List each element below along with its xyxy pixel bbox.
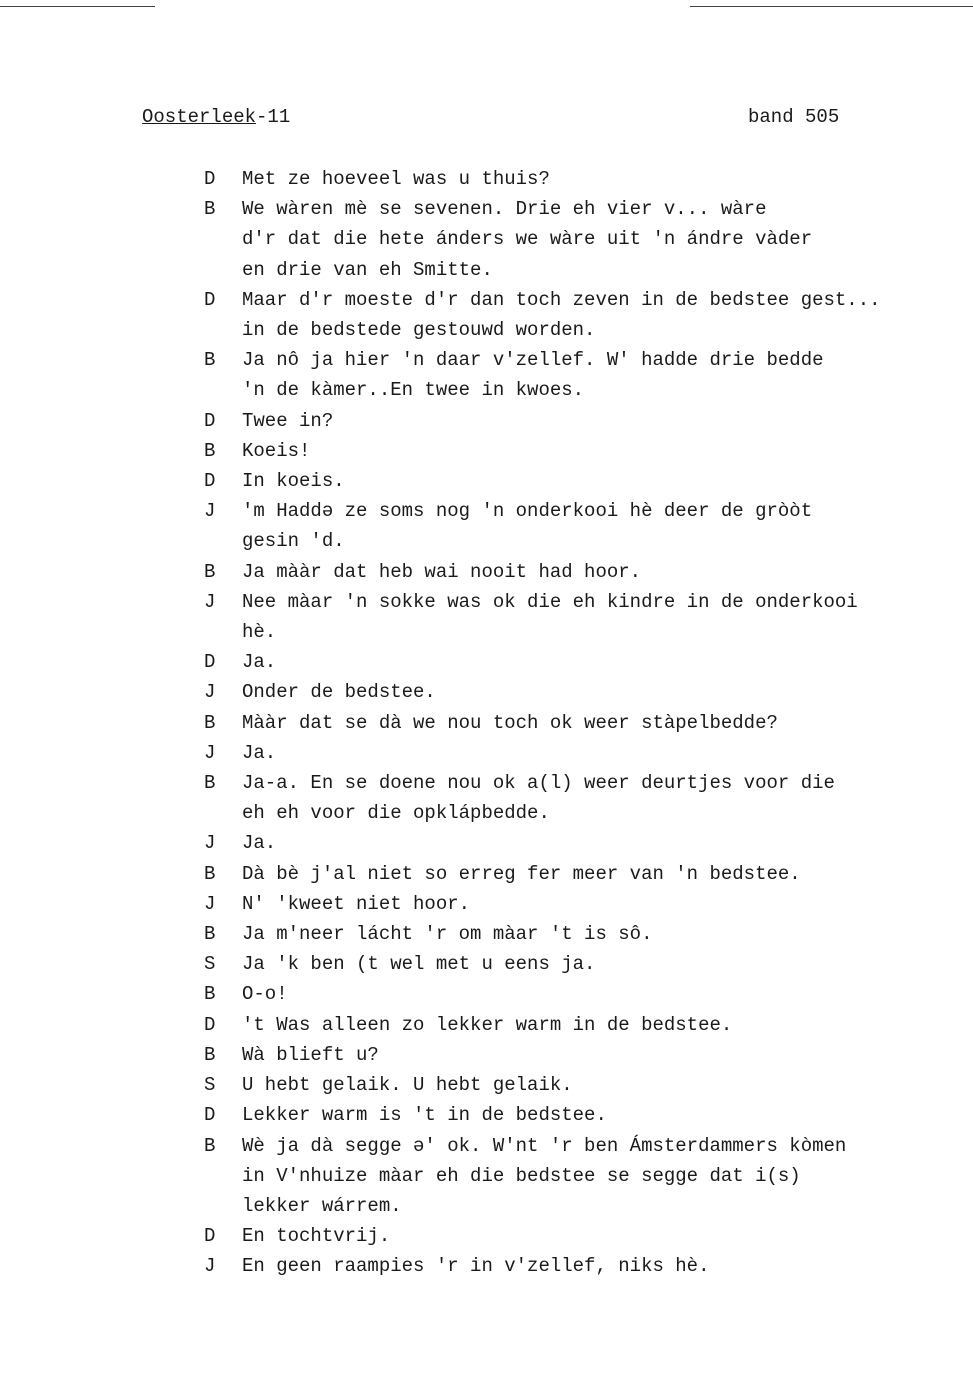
utterance-line: Ja. [242,651,277,674]
utterance-line: Ja nô ja hier 'n daar v'zellef. W' hadde drie bedde [242,349,824,372]
utterance [242,285,964,345]
speaker-label: B [204,923,216,946]
utterance-line: hè. [242,621,277,644]
band-label: band 505 [748,106,840,128]
speaker-label: B [204,772,216,795]
speaker-label: B [204,198,216,221]
transcript-turn [204,828,964,858]
speaker-label: J [204,681,216,704]
utterance [242,768,964,828]
document-name: Oosterleek [142,106,257,128]
utterance [242,979,964,1009]
speaker-label: J [204,590,216,613]
utterance [242,949,964,979]
page-header [142,106,862,132]
transcript-turn [204,557,964,587]
speaker-label: B [204,439,216,462]
speaker-label: D [204,1013,216,1036]
utterance-line: Ja. [242,832,277,855]
utterance-line: Ja mààr dat heb wai nooit had hoor. [242,560,642,583]
utterance-line: 'n de kàmer..En twee in kwoes. [242,379,585,402]
utterance-line: Ja 'k ben (t wel met u eens ja. [242,953,596,976]
utterance-line: N' 'kweet niet hoor. [242,892,471,915]
transcript-turn [204,496,964,556]
speaker-label: D [204,288,216,311]
transcript-turn [204,979,964,1009]
transcript-turn [204,738,964,768]
utterance [242,1131,964,1222]
speaker-label: D [204,1225,216,1248]
utterance-line: Wè ja dà segge ə' ok. W'nt 'r ben Ámsterdammers kòmen [242,1134,847,1157]
utterance [242,708,964,738]
utterance-line: in de bedstede gestouwd worden. [242,319,596,342]
speaker-label: B [204,711,216,734]
transcript-turn [204,768,964,828]
utterance [242,1040,964,1070]
top-left-rule [0,6,155,7]
utterance [242,677,964,707]
speaker-label: B [204,349,216,372]
utterance [242,738,964,768]
speaker-label: D [204,409,216,432]
speaker-label: D [204,168,216,190]
utterance [242,647,964,677]
utterance [242,466,964,496]
transcript-turn [204,859,964,889]
utterance [242,1251,964,1281]
utterance-line: 't Was alleen zo lekker warm in de bedstee. [242,1013,733,1036]
speaker-label: D [204,651,216,674]
utterance-line: d'r dat die hete ánders we wàre uit 'n ándre vàder [242,228,813,251]
utterance [242,406,964,436]
transcript-turn [204,406,964,436]
speaker-label: B [204,862,216,885]
utterance [242,919,964,949]
utterance [242,889,964,919]
utterance-line: lekker wárrem. [242,1194,402,1217]
utterance-line: Met ze hoeveel was u thuis? [242,168,550,190]
utterance-line: U hebt gelaik. U hebt gelaik. [242,1074,573,1097]
speaker-label: B [204,1134,216,1157]
utterance [242,496,964,556]
utterance-line: En geen raampies 'r in v'zellef, niks hè. [242,1255,710,1278]
utterance-line: O-o! [242,983,288,1006]
top-right-rule [690,6,973,7]
utterance [242,828,964,858]
utterance-line: Nee màar 'n sokke was ok die eh kindre in de onderkooi [242,590,858,613]
document-id [142,106,290,128]
utterance-line: Dà bè j'al niet so erreg fer meer van 'n bedstee. [242,862,801,885]
transcript [204,164,964,1282]
document-number: -11 [256,106,291,128]
utterance-line: 'm Haddə ze soms nog 'n onderkooi hè deer de gròòt [242,500,813,523]
utterance [242,436,964,466]
utterance [242,1221,964,1251]
transcript-turn [204,285,964,345]
utterance-line: en drie van eh Smitte. [242,258,493,281]
utterance-line: Twee in? [242,409,334,432]
speaker-label: S [204,953,216,976]
utterance-line: In koeis. [242,470,345,493]
utterance-line: Ja m'neer lácht 'r om màar 't is sô. [242,923,653,946]
transcript-turn [204,345,964,405]
utterance-line: Maar d'r moeste d'r dan toch zeven in de bedstee gest... [242,288,881,311]
speaker-label: J [204,741,216,764]
utterance [242,194,964,285]
transcript-turn [204,1040,964,1070]
transcript-turn [204,1100,964,1130]
utterance-line: eh eh voor die opklápbedde. [242,802,550,825]
speaker-label: J [204,892,216,915]
utterance-line: Lekker warm is 't in de bedstee. [242,1104,607,1127]
transcript-turn [204,949,964,979]
transcript-turn [204,647,964,677]
transcript-turn [204,587,964,647]
transcript-turn [204,164,964,194]
speaker-label: J [204,500,216,523]
transcript-turn [204,677,964,707]
utterance [242,859,964,889]
utterance-line: Wà blieft u? [242,1043,379,1066]
speaker-label: D [204,1104,216,1127]
transcript-turn [204,436,964,466]
utterance [242,164,964,194]
transcript-turn [204,1070,964,1100]
transcript-turn [204,466,964,496]
utterance-line: Ja. [242,741,277,764]
speaker-label: B [204,983,216,1006]
transcript-turn [204,1010,964,1040]
speaker-label: D [204,470,216,493]
utterance [242,1010,964,1040]
utterance [242,345,964,405]
transcript-turn [204,708,964,738]
utterance-line: En tochtvrij. [242,1225,391,1248]
transcript-turn [204,919,964,949]
utterance-line: gesin 'd. [242,530,345,553]
transcript-turn [204,1251,964,1281]
utterance-line: Onder de bedstee. [242,681,436,704]
utterance [242,557,964,587]
transcript-turn [204,1221,964,1251]
transcript-turn [204,1131,964,1222]
utterance-line: Mààr dat se dà we nou toch ok weer stàpelbedde? [242,711,778,734]
speaker-label: J [204,1255,216,1278]
utterance-line: Ja-a. En se doene nou ok a(l) weer deurtjes voor die [242,772,835,795]
utterance [242,1070,964,1100]
utterance [242,1100,964,1130]
speaker-label: S [204,1074,216,1097]
speaker-label: B [204,1043,216,1066]
speaker-label: B [204,560,216,583]
transcript-turn [204,889,964,919]
utterance-line: Koeis! [242,439,311,462]
speaker-label: J [204,832,216,855]
utterance-line: We wàren mè se sevenen. Drie eh vier v... wàre [242,198,767,221]
transcript-turn [204,194,964,285]
utterance-line: in V'nhuize màar eh die bedstee se segge dat i(s) [242,1164,801,1187]
utterance [242,587,964,647]
